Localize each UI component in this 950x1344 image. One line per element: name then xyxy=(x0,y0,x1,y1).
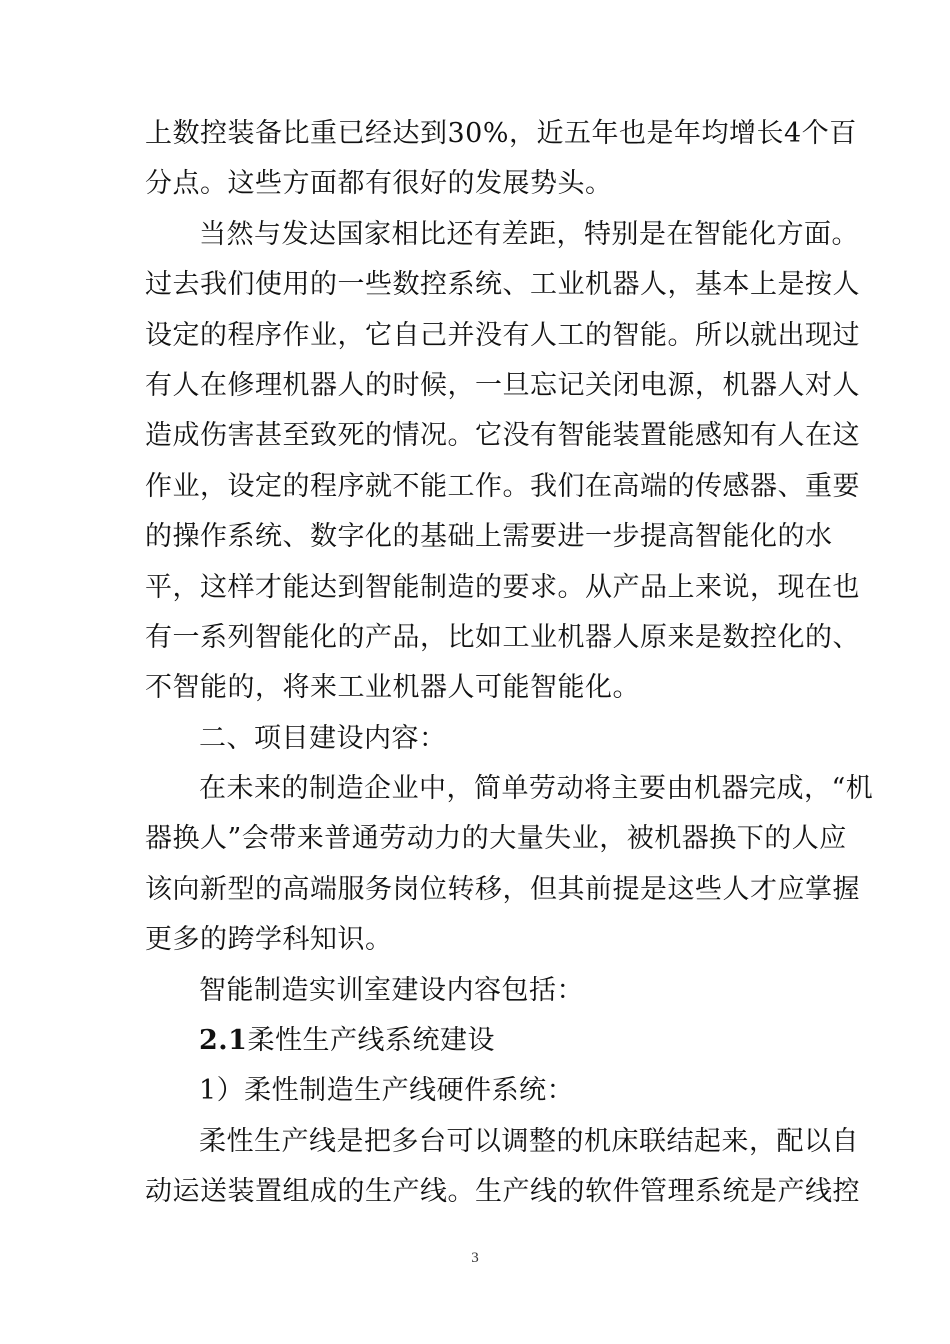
subsection-heading xyxy=(145,1016,835,1066)
list-item-heading: 1）柔性制造生产线硬件系统： xyxy=(199,1075,575,1107)
text-line: 作业，设定的程序就不能工作。我们在高端的传感器、重要 xyxy=(145,470,860,502)
text-line: 的操作系统、数字化的基础上需要进一步提高智能化的水 xyxy=(145,521,833,553)
text-line: 不智能的，将来工业机器人可能智能化。 xyxy=(145,672,640,704)
subsection-number: 2.1 xyxy=(199,1025,248,1057)
text-line: 设定的程序作业，它自己并没有人工的智能。所以就出现过 xyxy=(145,319,860,351)
page-number: 3 xyxy=(471,1250,479,1266)
text-line: 当然与发达国家相比还有差距，特别是在智能化方面。 xyxy=(199,218,859,250)
text-line: 动运送装置组成的生产线。生产线的软件管理系统是产线控 xyxy=(145,1176,860,1208)
subsection-title: 柔性生产线系统建设 xyxy=(247,1025,495,1057)
text-line: 造成伤害甚至致死的情况。它没有智能装置能感知有人在这 xyxy=(145,420,860,452)
text-line: 在未来的制造企业中，简单劳动将主要由机器完成，“机 xyxy=(199,773,874,805)
text-line: 该向新型的高端服务岗位转移，但其前提是这些人才应掌握 xyxy=(145,873,860,905)
text-line: 分点。这些方面都有很好的发展势头。 xyxy=(145,168,613,200)
text-line: 过去我们使用的一些数控系统、工业机器人，基本上是按人 xyxy=(145,269,860,301)
text-line: 有一系列智能化的产品，比如工业机器人原来是数控化的、 xyxy=(145,621,860,653)
text-line: 柔性生产线是把多台可以调整的机床联结起来，配以自 xyxy=(199,1125,859,1157)
document-body xyxy=(145,109,874,1218)
text-line: 器换人”会带来普通劳动力的大量失业，被机器换下的人应 xyxy=(145,823,847,855)
text-line: 有人在修理机器人的时候，一旦忘记关闭电源，机器人对人 xyxy=(145,369,860,401)
text-line: 平，这样才能达到智能制造的要求。从产品上来说，现在也 xyxy=(145,571,860,603)
text-line: 更多的跨学科知识。 xyxy=(145,924,393,956)
text-line: 上数控装备比重已经达到30%，近五年也是年均增长4个百 xyxy=(145,118,857,149)
text-line: 智能制造实训室建设内容包括： xyxy=(199,974,584,1006)
section-heading-two: 二、项目建设内容： xyxy=(199,722,447,754)
